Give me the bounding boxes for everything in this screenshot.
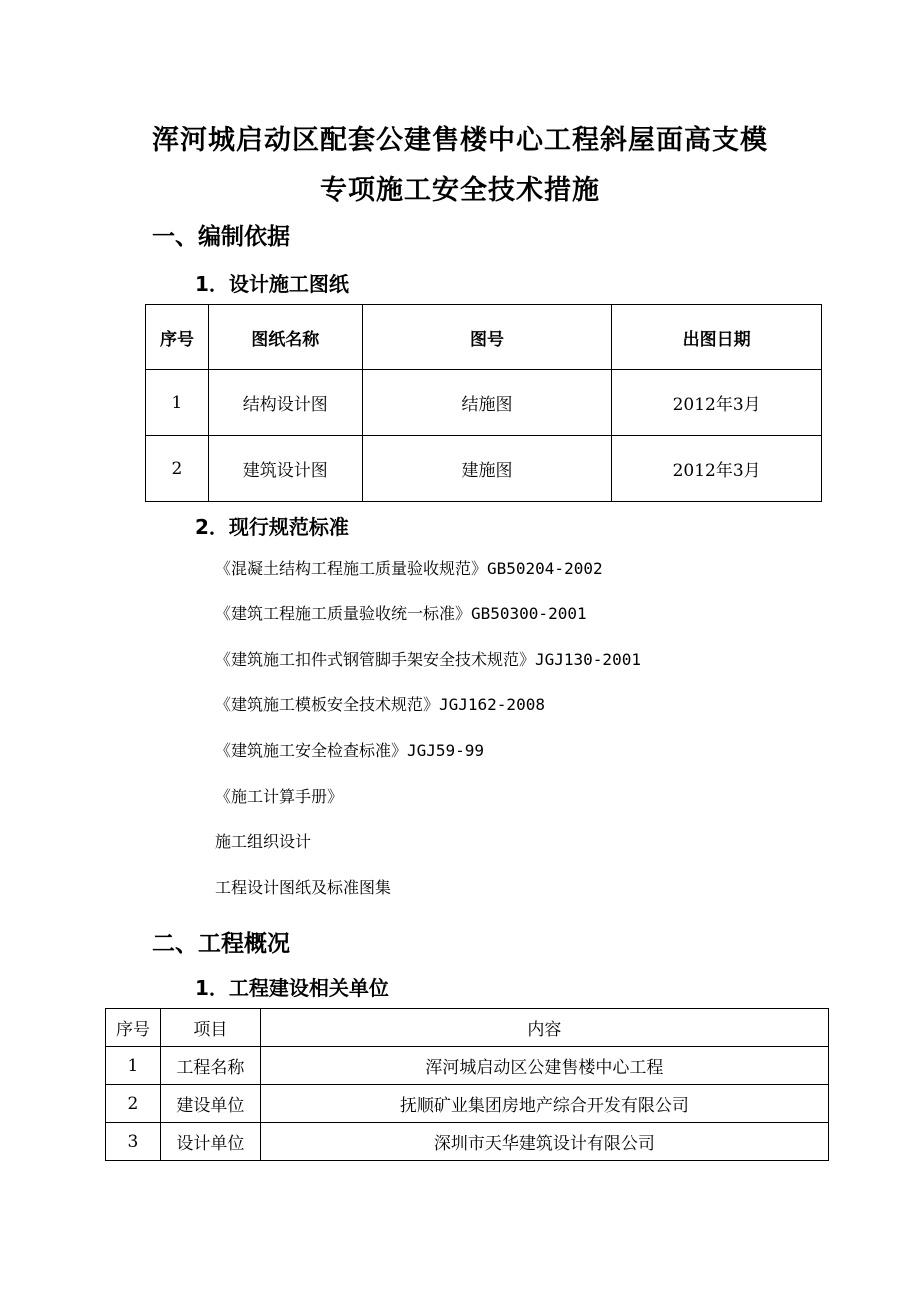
subsection-heading-standards: 2．现行规范标准	[195, 515, 349, 539]
table-row	[106, 1085, 829, 1123]
table-cell: 2012年3月	[612, 370, 822, 436]
column-header: 图号	[362, 305, 612, 370]
document-title-line-1: 浑河城启动区配套公建售楼中心工程斜屋面高支模	[152, 125, 768, 156]
document-title-line-2: 专项施工安全技术措施	[320, 175, 600, 206]
table-cell: 结构设计图	[208, 370, 362, 436]
drawings-table	[145, 304, 822, 502]
column-header: 出图日期	[612, 305, 822, 370]
column-header: 图纸名称	[208, 305, 362, 370]
standard-item: 《建筑施工扣件式钢管脚手架安全技术规范》JGJ130-2001	[215, 650, 641, 669]
table-cell: 1	[146, 370, 209, 436]
table-cell: 2	[106, 1085, 161, 1123]
subsection-heading-parties: 1．工程建设相关单位	[195, 976, 389, 1000]
section-heading-basis: 一、编制依据	[152, 224, 290, 250]
parties-table	[105, 1008, 829, 1161]
section-heading-overview: 二、工程概况	[152, 931, 290, 957]
table-row	[106, 1123, 829, 1161]
table-cell: 结施图	[362, 370, 612, 436]
table-cell: 3	[106, 1123, 161, 1161]
table-cell: 抚顺矿业集团房地产综合开发有限公司	[260, 1085, 828, 1123]
table-cell: 工程名称	[160, 1047, 260, 1085]
column-header: 序号	[106, 1009, 161, 1047]
column-header: 项目	[160, 1009, 260, 1047]
table-header-row	[106, 1009, 829, 1047]
table-row	[146, 436, 822, 502]
table-cell: 2012年3月	[612, 436, 822, 502]
table-cell: 2	[146, 436, 209, 502]
table-cell: 深圳市天华建筑设计有限公司	[260, 1123, 828, 1161]
table-cell: 1	[106, 1047, 161, 1085]
table-cell: 建设单位	[160, 1085, 260, 1123]
standard-item: 《建筑工程施工质量验收统一标准》GB50300-2001	[215, 604, 587, 623]
column-header: 内容	[260, 1009, 828, 1047]
column-header: 序号	[146, 305, 209, 370]
standard-item: 施工组织设计	[215, 832, 312, 851]
table-row	[146, 370, 822, 436]
table-header-row	[146, 305, 822, 370]
standard-item: 《施工计算手册》	[215, 787, 344, 806]
table-row	[106, 1047, 829, 1085]
standard-item: 《建筑施工安全检查标准》JGJ59-99	[215, 741, 485, 760]
standard-item: 《建筑施工模板安全技术规范》JGJ162-2008	[215, 695, 545, 714]
table-cell: 建施图	[362, 436, 612, 502]
standard-item: 《混凝土结构工程施工质量验收规范》GB50204-2002	[215, 559, 603, 578]
table-cell: 浑河城启动区公建售楼中心工程	[260, 1047, 828, 1085]
standard-item: 工程设计图纸及标准图集	[215, 878, 392, 897]
table-cell: 设计单位	[160, 1123, 260, 1161]
subsection-heading-drawings: 1．设计施工图纸	[195, 272, 349, 296]
table-cell: 建筑设计图	[208, 436, 362, 502]
